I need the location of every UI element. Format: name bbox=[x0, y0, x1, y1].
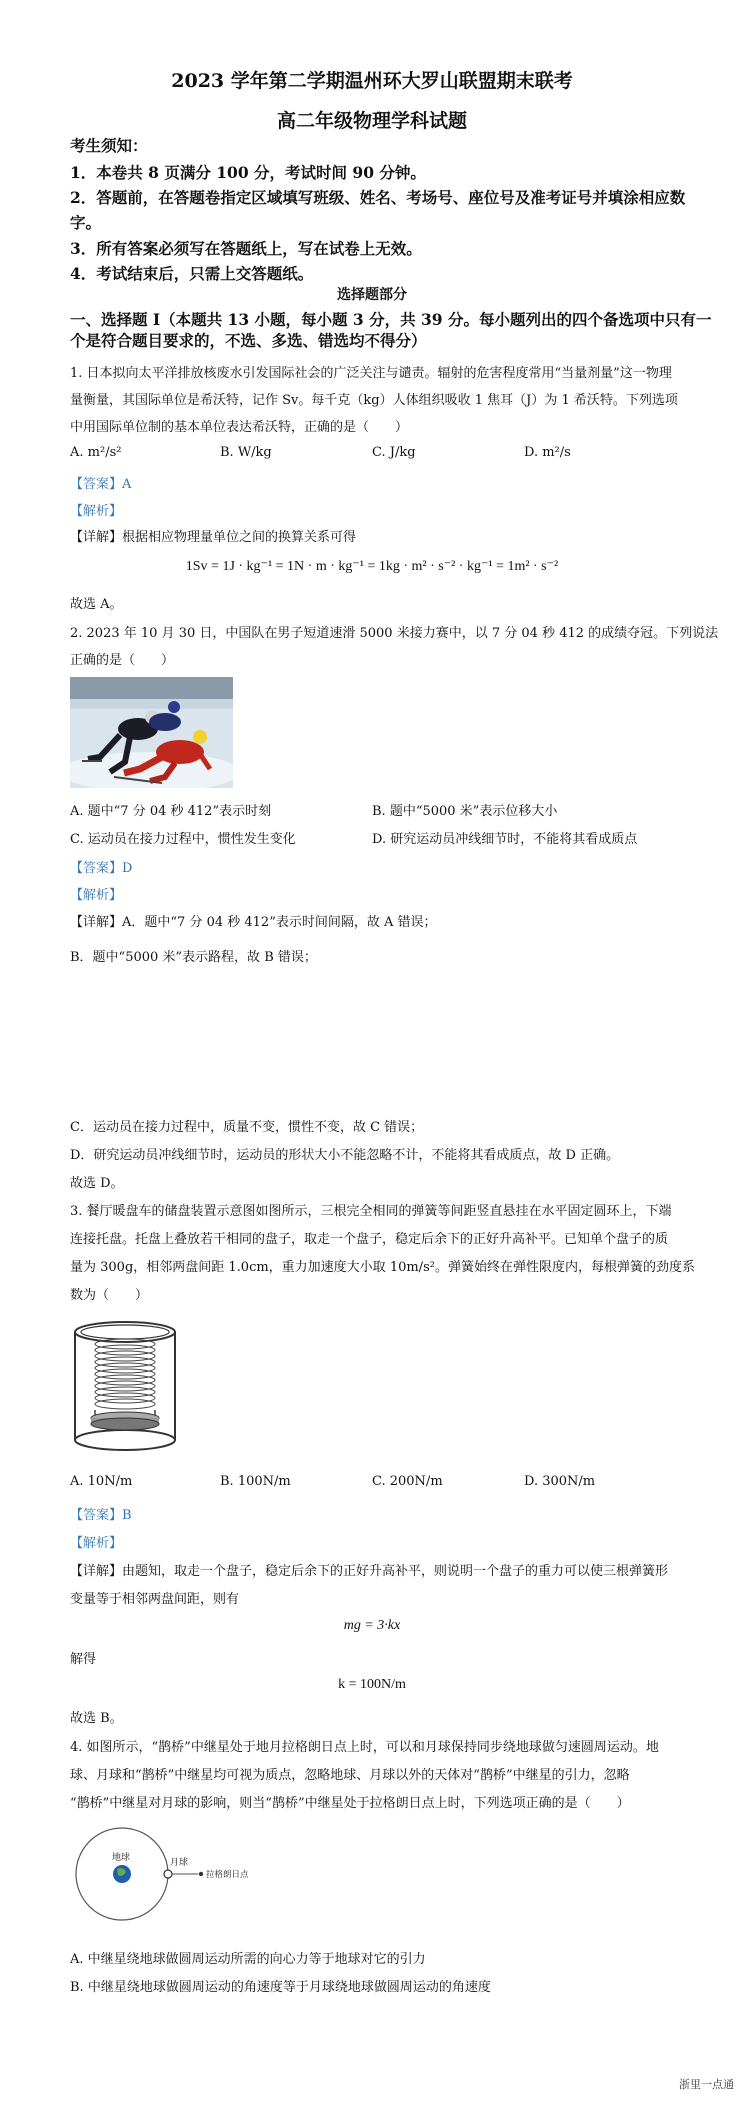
q2-analysis: 【解析】 bbox=[70, 888, 123, 903]
q2-option-c: C. 运动员在接力过程中，惯性发生变化 bbox=[70, 832, 296, 847]
q3-stem: 数为（ ） bbox=[70, 1288, 149, 1303]
q1-conclusion: 故选 A。 bbox=[70, 597, 123, 612]
q1-option-b: B. W/kg bbox=[220, 445, 272, 460]
q1-analysis: 【解析】 bbox=[70, 504, 123, 519]
q2-detail: D．研究运动员冲线细节时，运动员的形状大小不能忽略不计，不能将其看成质点，故 D 正确。 bbox=[70, 1148, 620, 1163]
q2-option-d: D. 研究运动员冲线细节时，不能将其看成质点 bbox=[372, 832, 638, 847]
earth-label: 地球 bbox=[112, 1852, 131, 1862]
section-heading: 个是符合题目要求的，不选、多选、错选均不得分） bbox=[70, 331, 427, 350]
q3-option-c: C. 200N/m bbox=[372, 1474, 443, 1489]
q3-detail: 【详解】由题知，取走一个盘子，稳定后余下的正好升高补平，则说明一个盘子的重力可以使三根弹簧形 bbox=[70, 1564, 669, 1579]
lagrange-point-marker bbox=[199, 1872, 203, 1876]
q3-option-b: B. 100N/m bbox=[220, 1474, 291, 1489]
q3-option-d: D. 300N/m bbox=[524, 1474, 596, 1489]
q2-option-a: A. 题中“7 分 04 秒 412”表示时刻 bbox=[70, 804, 272, 819]
q1-stem: 中用国际单位制的基本单位表达希沃特，正确的是（ ） bbox=[70, 420, 409, 435]
q1-stem: 1. 日本拟向太平洋排放核废水引发国际社会的广泛关注与谴责。辐射的危害程度常用“当量剂量”这一物理 bbox=[70, 366, 672, 381]
q3-stem: 连接托盘。托盘上叠放若干相同的盘子，取走一个盘子，稳定后余下的正好升高补平。已知单个盘子的质 bbox=[70, 1232, 669, 1247]
notice-heading: 考生须知： bbox=[70, 136, 148, 155]
q2-detail: 【详解】A．题中“7 分 04 秒 412”表示时间间隔，故 A 错误； bbox=[70, 915, 437, 930]
notice-item: 字。 bbox=[70, 213, 102, 232]
notice-item: 1．本卷共 8 页满分 100 分，考试时间 90 分钟。 bbox=[70, 163, 426, 182]
q4-stem: “鹊桥”中继星对月球的影响，则当“鹊桥”中继星处于拉格朗日点上时，下列选项正确的是（ ） bbox=[70, 1796, 630, 1811]
exam-title: 2023 学年第二学期温州环大罗山联盟期末联考 bbox=[171, 70, 573, 92]
q1-answer: 【答案】A bbox=[70, 477, 132, 492]
moon-label: 月球 bbox=[170, 1857, 189, 1867]
q4-stem: 4. 如图所示，“鹊桥”中继星处于地月拉格朗日点上时，可以和月球保持同步绕地球做匀速圆周运动。地 bbox=[70, 1740, 659, 1755]
notice-item: 3．所有答案必须写在答题纸上，写在试卷上无效。 bbox=[70, 239, 422, 258]
q3-answer: 【答案】B bbox=[70, 1508, 132, 1523]
q3-formula-2: k = 100N/m bbox=[338, 1677, 406, 1692]
earth-moon-lagrange-diagram bbox=[68, 1822, 268, 1922]
part-heading: 选择题部分 bbox=[337, 287, 407, 303]
q2-answer: 【答案】D bbox=[70, 861, 133, 876]
lagrange-label: 拉格朗日点 bbox=[206, 1869, 249, 1879]
q3-analysis: 【解析】 bbox=[70, 1536, 123, 1551]
q1-detail: 【详解】根据相应物理量单位之间的换算关系可得 bbox=[70, 530, 357, 545]
q1-formula: 1Sv = 1J · kg⁻¹ = 1N · m · kg⁻¹ = 1kg · m² · s⁻² · kg⁻¹ = 1m² · s⁻² bbox=[185, 559, 559, 574]
q2-detail: C．运动员在接力过程中，质量不变，惯性不变，故 C 错误； bbox=[70, 1120, 424, 1135]
q3-stem: 3. 餐厅暖盘车的储盘装置示意图如图所示，三根完全相同的弹簧等间距竖直悬挂在水平固定圆环上，下端 bbox=[70, 1204, 672, 1219]
notice-item: 4．考试结束后，只需上交答题纸。 bbox=[70, 264, 314, 283]
q2-conclusion: 故选 D。 bbox=[70, 1176, 124, 1191]
q3-solve: 解得 bbox=[70, 1652, 97, 1667]
q2-detail: B．题中“5000 米”表示路程，故 B 错误； bbox=[70, 950, 317, 965]
q2-option-b: B. 题中“5000 米”表示位移大小 bbox=[372, 804, 558, 819]
moon-icon bbox=[164, 1870, 172, 1878]
q3-detail: 变量等于相邻两盘间距，则有 bbox=[70, 1592, 240, 1607]
exam-subtitle: 高二年级物理学科试题 bbox=[276, 110, 467, 132]
section-heading: 一、选择题 I（本题共 13 小题，每小题 3 分，共 39 分。每小题列出的四个备选项中只有一 bbox=[70, 310, 712, 329]
q2-stem: 2. 2023 年 10 月 30 日，中国队在男子短道速滑 5000 米接力赛中，以 7 分 04 秒 412 的成绩夺冠。下列说法 bbox=[70, 626, 719, 641]
footer-watermark: 浙里一点通 bbox=[679, 2078, 734, 2091]
q1-stem: 量衡量，其国际单位是希沃特，记作 Sv。每千克（kg）人体组织吸收 1 焦耳（J）为 1 希沃特。下列选项 bbox=[70, 393, 678, 408]
q1-option-d: D. m²/s bbox=[524, 445, 571, 460]
q2-stem: 正确的是（ ） bbox=[70, 653, 175, 668]
q1-option-a: A. m²/s² bbox=[70, 445, 122, 460]
q1-option-c: C. J/kg bbox=[372, 445, 416, 460]
q3-option-a: A. 10N/m bbox=[70, 1474, 133, 1489]
plate-warmer-diagram bbox=[70, 1318, 180, 1454]
q3-formula-1: mg = 3·kx bbox=[343, 1618, 401, 1633]
q4-option-b: B. 中继星绕地球做圆周运动的角速度等于月球绕地球做圆周运动的角速度 bbox=[70, 1980, 491, 1995]
q3-conclusion: 故选 B。 bbox=[70, 1711, 123, 1726]
q4-stem: 球、月球和“鹊桥”中继星均可视为质点，忽略地球、月球以外的天体对“鹊桥”中继星的引力，忽略 bbox=[70, 1768, 630, 1783]
q3-stem: 量为 300g，相邻两盘间距 1.0cm，重力加速度大小取 10m/s²。弹簧始终在弹性限度内，每根弹簧的劲度系 bbox=[70, 1260, 695, 1275]
q4-option-a: A. 中继星绕地球做圆周运动所需的向心力等于地球对它的引力 bbox=[70, 1952, 426, 1967]
notice-item: 2．答题前，在答题卷指定区域填写班级、姓名、考场号、座位号及准考证号并填涂相应数 bbox=[70, 188, 686, 207]
speed-skating-photo bbox=[70, 677, 233, 788]
